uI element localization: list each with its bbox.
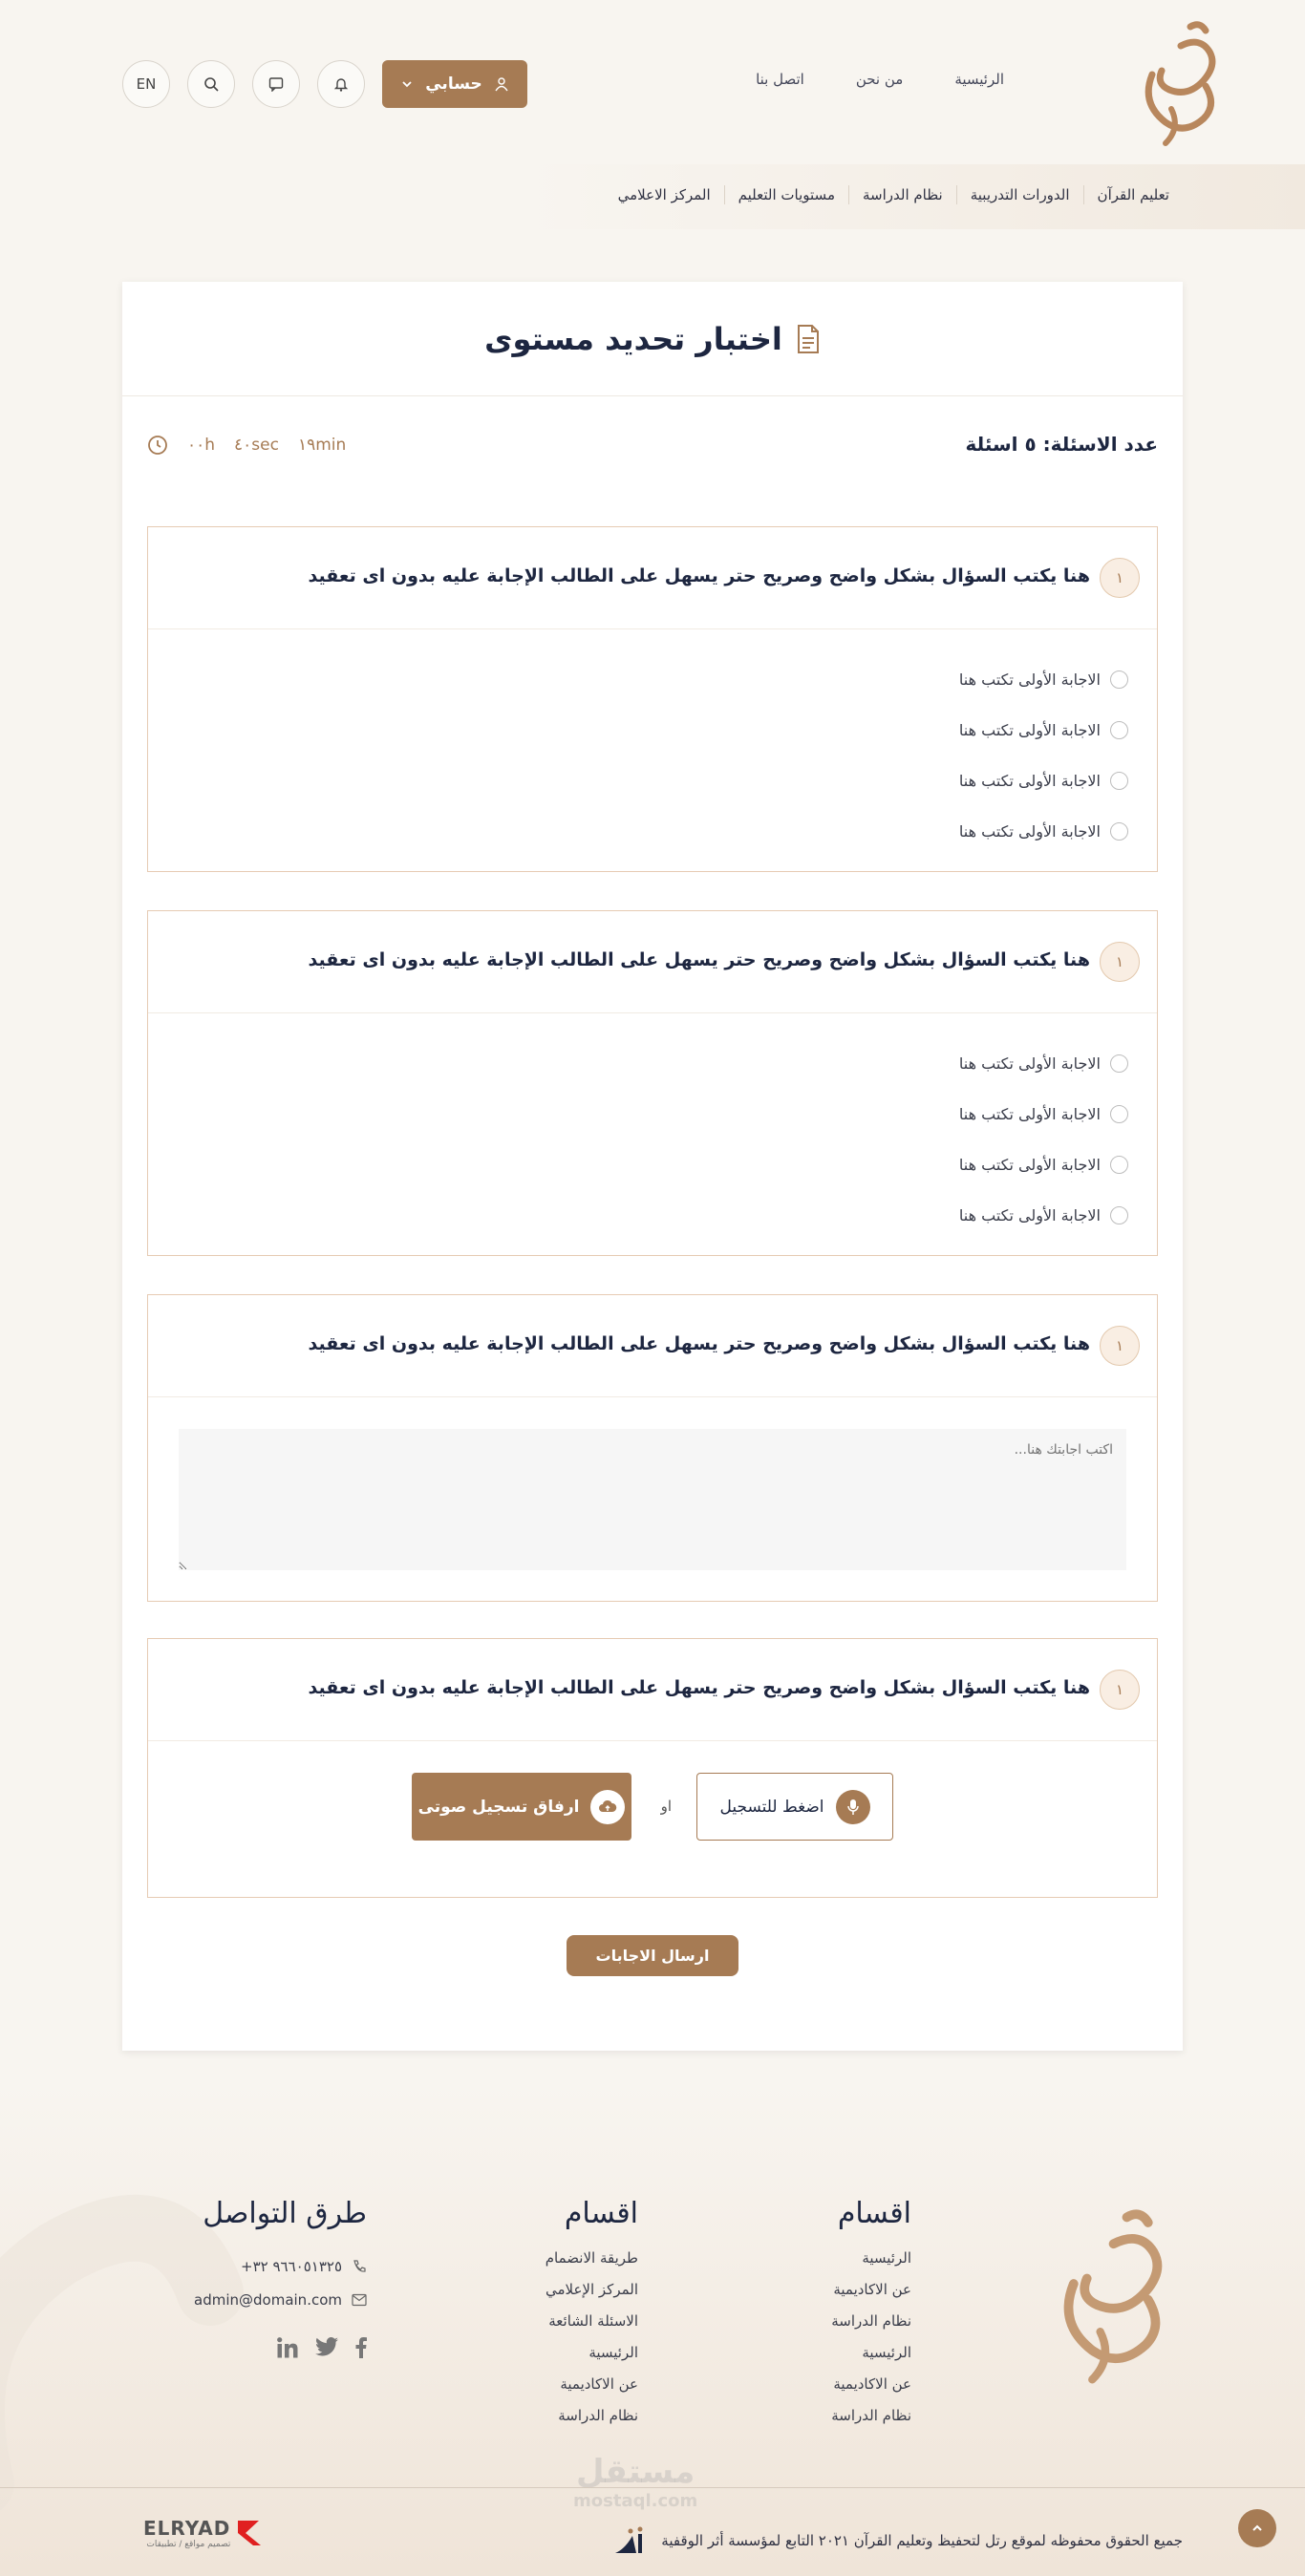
nav-contact[interactable]: اتصل بنا <box>756 71 804 88</box>
scroll-to-top-button[interactable] <box>1238 2509 1276 2547</box>
answer-option[interactable] <box>148 1139 1128 1190</box>
option-label: الاجابة الأولى تكتب هنا <box>958 1105 1101 1123</box>
phone-number: +٩٦٦٠٥١٣٢٥ ٣٢ <box>241 2257 342 2275</box>
clock-icon <box>147 435 168 456</box>
footer-logo[interactable] <box>1034 2197 1183 2397</box>
question-number: ١ <box>1100 942 1140 982</box>
option-label: الاجابة الأولى تكتب هنا <box>958 772 1101 790</box>
options-list <box>148 629 1157 857</box>
quiz-header <box>122 282 1183 396</box>
designer-name: ELRYAD <box>143 2517 231 2540</box>
answer-textarea[interactable] <box>179 1429 1126 1570</box>
contact-email[interactable] <box>194 2283 367 2316</box>
answer-option[interactable] <box>148 1190 1128 1241</box>
option-label: الاجابة الأولى تكتب هنا <box>958 1054 1101 1073</box>
answer-option[interactable] <box>148 654 1128 705</box>
question-number: ١ <box>1100 1326 1140 1366</box>
twitter-icon[interactable] <box>315 2337 338 2358</box>
upload-audio-button[interactable] <box>412 1773 631 1841</box>
copyright-label: جميع الحقوق محفوظه لموقع رتل لتحفيظ وتعليم القرآن ٢٠٢١ التابع لمؤسسة أثر الوقفية <box>661 2532 1183 2549</box>
site-logo[interactable] <box>1123 17 1230 151</box>
footer-col-title: اقسام <box>564 2197 638 2230</box>
question-card <box>147 910 1158 1256</box>
option-label: الاجابة الأولى تكتب هنا <box>958 1156 1101 1174</box>
chevron-down-icon <box>400 77 414 91</box>
or-separator: او <box>660 1798 672 1815</box>
answer-option[interactable] <box>148 705 1128 756</box>
email-address: admin@domain.com <box>194 2290 342 2309</box>
question-card <box>147 1638 1158 1898</box>
answer-option[interactable] <box>148 1089 1128 1139</box>
subnav-item-levels[interactable]: مستويات التعليم <box>724 185 848 204</box>
footer-col-title: اقسام <box>837 2197 911 2230</box>
subnav-item-media[interactable]: المركز الاعلامي <box>617 186 711 203</box>
nav-home[interactable]: الرئيسية <box>954 71 1004 88</box>
footer-link[interactable]: عن الاكاديمية <box>833 2375 911 2393</box>
microphone-icon <box>836 1790 870 1824</box>
footer-sections-2 <box>546 2197 638 2438</box>
cloud-upload-icon <box>590 1790 625 1824</box>
contact-phone[interactable] <box>194 2249 367 2283</box>
phone-icon <box>352 2259 367 2274</box>
options-list <box>148 1013 1157 1241</box>
subnav-item-quran[interactable]: تعليم القرآن <box>1083 185 1183 204</box>
answer-option[interactable] <box>148 1038 1128 1089</box>
notifications-button[interactable] <box>317 60 365 108</box>
footer-sections-1 <box>831 2197 911 2438</box>
footer-link[interactable]: عن الاكاديمية <box>560 2375 638 2393</box>
designer-credit[interactable] <box>143 2517 263 2549</box>
copyright-text <box>611 2526 1183 2555</box>
question-number: ١ <box>1100 558 1140 598</box>
option-label: الاجابة الأولى تكتب هنا <box>958 822 1101 841</box>
question-text: هنا يكتب السؤال بشكل واضح وصريح حتر يسهل على الطالب الإجابة عليه بدون اى تعقيد <box>308 1333 1090 1354</box>
answer-option[interactable] <box>148 756 1128 806</box>
option-label: الاجابة الأولى تكتب هنا <box>958 671 1101 689</box>
user-icon <box>494 76 509 92</box>
record-label: اضغط للتسجيل <box>719 1797 824 1817</box>
footer-link[interactable]: طريقة الانضمام <box>545 2249 638 2267</box>
footer-link[interactable]: نظام الدراسة <box>831 2312 911 2330</box>
record-button[interactable] <box>696 1773 893 1841</box>
quiz-card <box>122 282 1183 2051</box>
question-number: ١ <box>1100 1670 1140 1710</box>
footer-link[interactable]: نظام الدراسة <box>558 2407 638 2424</box>
footer-bottom-bar <box>0 2487 1305 2576</box>
footer-link[interactable]: الاسئلة الشائعة <box>548 2312 638 2330</box>
radio-button[interactable] <box>1110 1054 1128 1073</box>
question-text: هنا يكتب السؤال بشكل واضح وصريح حتر يسهل على الطالب الإجابة عليه بدون اى تعقيد <box>308 949 1090 970</box>
radio-button[interactable] <box>1110 671 1128 689</box>
radio-button[interactable] <box>1110 1105 1128 1123</box>
question-card <box>147 526 1158 872</box>
footer-link[interactable]: نظام الدراسة <box>831 2407 911 2424</box>
footer-link[interactable]: الرئيسية <box>588 2344 638 2361</box>
designer-tagline: تصميم مواقع / تطبيقات <box>146 2540 231 2549</box>
answer-option[interactable] <box>148 806 1128 857</box>
submit-answers-button[interactable]: ارسال الاجابات <box>567 1935 738 1976</box>
option-label: الاجابة الأولى تكتب هنا <box>958 1206 1101 1224</box>
footer-link[interactable]: الرئيسية <box>862 2344 911 2361</box>
watermark-url: mostaql.com <box>573 2491 698 2511</box>
subnav-item-courses[interactable]: الدورات التدريبية <box>956 185 1083 204</box>
radio-button[interactable] <box>1110 822 1128 841</box>
top-nav <box>756 71 1004 88</box>
question-card <box>147 1294 1158 1602</box>
quiz-meta <box>147 433 1158 461</box>
facebook-icon[interactable] <box>355 2337 367 2358</box>
upload-label: ارفاق تسجيل صوتى <box>417 1797 580 1817</box>
radio-button[interactable] <box>1110 1206 1128 1224</box>
search-icon <box>203 76 219 92</box>
elryad-logo-icon <box>236 2519 263 2547</box>
timer-hours: ٠٠h <box>187 436 216 455</box>
timer-seconds: ٤٠sec <box>234 436 279 455</box>
radio-button[interactable] <box>1110 772 1128 790</box>
language-button[interactable] <box>122 60 170 108</box>
option-label: الاجابة الأولى تكتب هنا <box>958 721 1101 739</box>
radio-button[interactable] <box>1110 1156 1128 1174</box>
countdown-timer <box>147 435 346 456</box>
document-icon <box>796 324 821 354</box>
site-footer <box>0 2082 1305 2576</box>
timer-minutes: ١٩min <box>297 436 347 455</box>
page-title: اختبار تحديد مستوى <box>484 320 782 357</box>
header-actions <box>122 60 527 108</box>
question-text: هنا يكتب السؤال بشكل واضح وصريح حتر يسهل على الطالب الإجابة عليه بدون اى تعقيد <box>308 1677 1090 1698</box>
footer-contact <box>194 2197 367 2358</box>
footer-col-title: طرق التواصل <box>203 2197 367 2230</box>
footer-link[interactable]: المركز الإعلامي <box>545 2281 638 2298</box>
question-text: هنا يكتب السؤال بشكل واضح وصريح حتر يسهل على الطالب الإجابة عليه بدون اى تعقيد <box>308 565 1090 586</box>
account-button[interactable] <box>382 60 527 108</box>
watermark-text: مستقل <box>575 2453 695 2491</box>
account-label: حسابي <box>425 75 482 94</box>
foundation-logo-icon <box>611 2526 652 2555</box>
subnav-item-study-system[interactable]: نظام الدراسة <box>848 185 956 204</box>
bell-icon <box>333 76 349 92</box>
sub-nav <box>0 164 1305 229</box>
social-links <box>194 2337 367 2358</box>
messages-button[interactable] <box>252 60 300 108</box>
language-label: EN <box>136 75 157 93</box>
footer-link[interactable]: عن الاكاديمية <box>833 2281 911 2298</box>
footer-link[interactable]: الرئيسية <box>862 2249 911 2267</box>
linkedin-icon[interactable] <box>277 2337 298 2358</box>
question-count: عدد الاسئلة: ٥ اسئلة <box>965 433 1158 456</box>
message-icon <box>268 76 284 92</box>
nav-about[interactable]: من نحن <box>855 71 904 88</box>
radio-button[interactable] <box>1110 721 1128 739</box>
search-button[interactable] <box>187 60 235 108</box>
mail-icon <box>352 2293 367 2307</box>
